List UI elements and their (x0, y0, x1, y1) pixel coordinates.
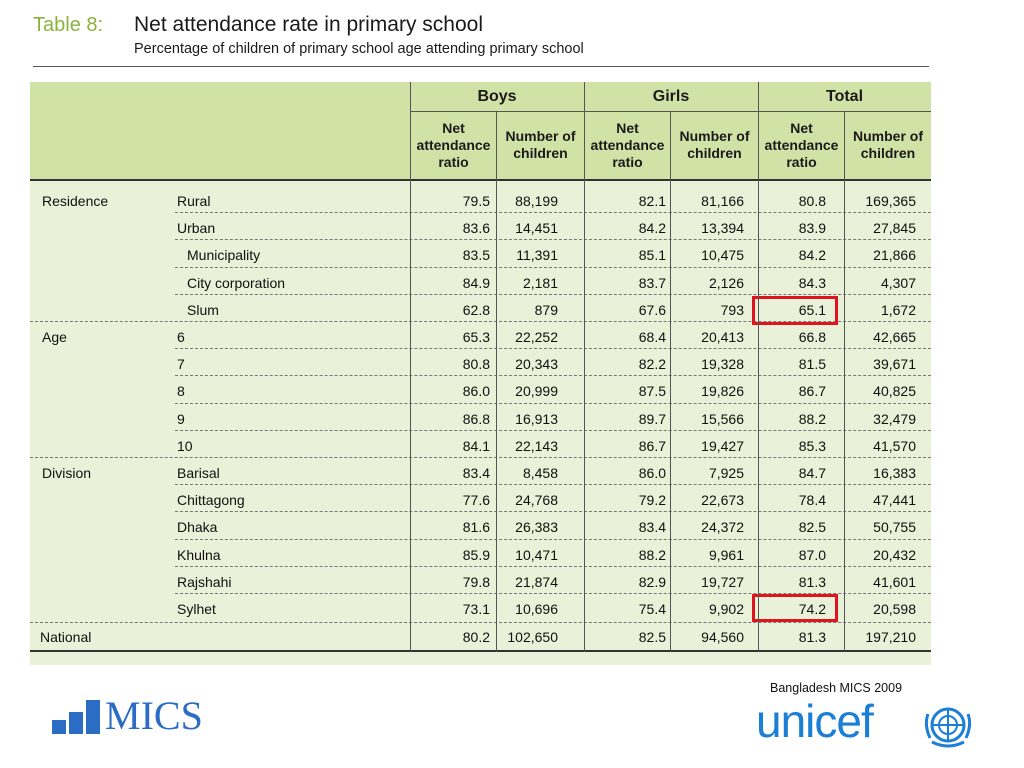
row-value: 1,672 (880, 302, 916, 318)
unicef-logo-text: unicef (756, 695, 873, 747)
row-value: 19,826 (701, 383, 744, 399)
row-value: 2,181 (522, 275, 558, 291)
national-rule (30, 650, 931, 652)
row-value: 20,598 (873, 601, 916, 617)
row-value: 10,696 (515, 601, 558, 617)
row-label: City corporation (187, 275, 286, 291)
row-label: Rural (177, 193, 211, 209)
group-header-girls: Girls (652, 88, 690, 105)
row-value: 13,394 (701, 220, 744, 236)
table-row (30, 323, 931, 350)
national-top-rule (30, 622, 931, 623)
row-label: Dhaka (177, 519, 218, 535)
row-separator (175, 294, 931, 295)
row-value: 81.6 (462, 519, 490, 535)
row-category: Division (42, 465, 92, 481)
highlight-box-slum-total (752, 296, 838, 325)
column-divider (410, 82, 411, 652)
row-value: 82.1 (638, 193, 666, 209)
row-label: Barisal (177, 465, 220, 481)
national-value: 82.5 (638, 629, 666, 645)
row-label: Urban (177, 220, 216, 236)
unicef-globe-icon (922, 700, 974, 750)
row-value: 20,432 (873, 547, 916, 563)
row-separator (175, 430, 931, 431)
row-value: 81.3 (798, 574, 826, 590)
col-header-girls-number: Number of children (679, 128, 750, 161)
table-row (30, 350, 931, 377)
table-row (30, 187, 931, 214)
row-label: 9 (177, 411, 185, 427)
row-value: 88.2 (798, 411, 826, 427)
table-row (30, 568, 931, 595)
row-label: 8 (177, 383, 185, 399)
row-value: 879 (534, 302, 558, 318)
row-label: Sylhet (177, 601, 216, 617)
mics-bar-icon (52, 720, 66, 734)
column-divider (844, 112, 845, 652)
table-row (30, 513, 931, 540)
row-value: 74.2 (798, 601, 826, 617)
row-value: 39,671 (873, 356, 916, 372)
table-row (30, 377, 931, 404)
row-value: 75.4 (638, 601, 666, 617)
national-value: 197,210 (865, 629, 916, 645)
row-value: 82.5 (798, 519, 826, 535)
row-value: 78.4 (798, 492, 826, 508)
source-note: Bangladesh MICS 2009 (770, 681, 903, 695)
row-value: 20,343 (515, 356, 558, 372)
row-value: 8,458 (522, 465, 558, 481)
row-value: 86.8 (462, 411, 490, 427)
row-value: 41,601 (873, 574, 916, 590)
row-separator (175, 566, 931, 567)
row-value: 26,383 (515, 519, 558, 535)
national-label: National (40, 629, 92, 645)
col-header-girls-ratio: Net attendance ratio (590, 119, 665, 170)
row-separator (30, 457, 931, 458)
column-divider (496, 112, 497, 652)
row-label: 7 (177, 356, 185, 372)
row-value: 83.4 (462, 465, 490, 481)
group-header-boys: Boys (477, 88, 517, 105)
mics-bar-icon (86, 700, 100, 734)
row-value: 10,475 (701, 247, 744, 263)
row-value: 84.7 (798, 465, 826, 481)
row-value: 84.2 (638, 220, 666, 236)
row-separator (175, 239, 931, 240)
row-value: 16,913 (515, 411, 558, 427)
national-row (30, 623, 931, 650)
row-value: 19,427 (701, 438, 744, 454)
col-header-boys-ratio: Net attendance ratio (416, 119, 491, 170)
row-value: 68.4 (638, 329, 666, 345)
table-row (30, 541, 931, 568)
row-value: 50,755 (873, 519, 916, 535)
row-value: 87.0 (798, 547, 826, 563)
row-value: 21,874 (515, 574, 558, 590)
row-value: 20,413 (701, 329, 744, 345)
row-value: 73.1 (462, 601, 490, 617)
row-label: Khulna (177, 547, 221, 563)
row-value: 2,126 (708, 275, 744, 291)
row-value: 19,328 (701, 356, 744, 372)
row-value: 88,199 (515, 193, 558, 209)
row-value: 19,727 (701, 574, 744, 590)
national-value: 80.2 (462, 629, 490, 645)
table-row (30, 432, 931, 459)
row-value: 86.0 (462, 383, 490, 399)
national-value: 81.3 (798, 629, 826, 645)
row-value: 85.3 (798, 438, 826, 454)
col-header-total-number: Number of children (853, 128, 923, 161)
row-value: 62.8 (462, 302, 490, 318)
row-value: 80.8 (462, 356, 490, 372)
row-value: 86.0 (638, 465, 666, 481)
row-value: 86.7 (798, 383, 826, 399)
header-bottom-rule (30, 179, 931, 181)
row-value: 793 (720, 302, 744, 318)
row-value: 87.5 (638, 383, 666, 399)
page-title: Net attendance rate in primary school (134, 13, 484, 36)
row-separator (175, 511, 931, 512)
group-header-total: Total (825, 88, 864, 105)
row-value: 84.3 (798, 275, 826, 291)
table-row (30, 214, 931, 241)
table-row (30, 459, 931, 486)
row-value: 42,665 (873, 329, 916, 345)
row-value: 84.9 (462, 275, 490, 291)
table-number-label: Table 8: (33, 14, 104, 36)
row-value: 66.8 (798, 329, 826, 345)
row-value: 83.7 (638, 275, 666, 291)
row-value: 27,845 (873, 220, 916, 236)
row-value: 22,673 (701, 492, 744, 508)
row-value: 83.4 (638, 519, 666, 535)
row-value: 83.6 (462, 220, 490, 236)
row-category: Residence (42, 193, 109, 209)
row-separator (175, 348, 931, 349)
row-value: 41,570 (873, 438, 916, 454)
row-value: 24,768 (515, 492, 558, 508)
row-label: Municipality (187, 247, 261, 263)
row-value: 85.9 (462, 547, 490, 563)
row-separator (175, 539, 931, 540)
row-value: 169,365 (865, 193, 916, 209)
row-value: 65.3 (462, 329, 490, 345)
row-value: 21,866 (873, 247, 916, 263)
mics-logo (52, 693, 203, 738)
row-value: 65.1 (798, 302, 826, 318)
table-row (30, 486, 931, 513)
row-value: 22,252 (515, 329, 558, 345)
row-value: 4,307 (880, 275, 916, 291)
row-value: 79.2 (638, 492, 666, 508)
highlight-box-sylhet-total (752, 594, 838, 622)
row-label: 10 (177, 438, 193, 454)
row-value: 81,166 (701, 193, 744, 209)
row-value: 80.8 (798, 193, 826, 209)
row-value: 82.9 (638, 574, 666, 590)
row-separator (175, 267, 931, 268)
row-value: 32,479 (873, 411, 916, 427)
row-separator (175, 375, 931, 376)
row-category: Age (42, 329, 67, 345)
row-value: 11,391 (516, 247, 558, 263)
row-label: 6 (177, 329, 185, 345)
national-value: 102,650 (507, 629, 558, 645)
row-value: 14,451 (515, 220, 558, 236)
row-separator (175, 403, 931, 404)
row-value: 15,566 (701, 411, 744, 427)
row-value: 84.2 (798, 247, 826, 263)
row-value: 47,441 (873, 492, 916, 508)
row-value: 86.7 (638, 438, 666, 454)
row-value: 79.8 (462, 574, 490, 590)
row-value: 40,825 (873, 383, 916, 399)
national-value: 94,560 (701, 629, 744, 645)
row-value: 77.6 (462, 492, 490, 508)
table-row (30, 241, 931, 268)
row-value: 85.1 (638, 247, 666, 263)
row-value: 67.6 (638, 302, 666, 318)
attendance-table (30, 82, 931, 665)
mics-bar-icon (69, 712, 83, 734)
table-row (30, 269, 931, 296)
mics-logo-text: MICS (105, 693, 203, 738)
column-divider (670, 112, 671, 652)
row-value: 82.2 (638, 356, 666, 372)
table-row (30, 405, 931, 432)
row-value: 24,372 (701, 519, 744, 535)
page-subtitle: Percentage of children of primary school age attending primary school (134, 41, 584, 57)
row-value: 9,902 (708, 601, 744, 617)
row-value: 83.5 (462, 247, 490, 263)
row-value: 84.1 (462, 438, 490, 454)
row-label: Rajshahi (177, 574, 232, 590)
row-separator (175, 484, 931, 485)
col-header-total-ratio: Net attendance ratio (764, 119, 839, 170)
header-rule (33, 66, 929, 67)
row-value: 9,961 (708, 547, 744, 563)
row-value: 88.2 (638, 547, 666, 563)
row-value: 22,143 (515, 438, 558, 454)
row-value: 89.7 (638, 411, 666, 427)
col-header-boys-number: Number of children (505, 128, 576, 161)
row-value: 79.5 (462, 193, 490, 209)
row-label: Chittagong (177, 492, 245, 508)
column-divider (758, 82, 759, 652)
row-value: 16,383 (873, 465, 916, 481)
row-value: 83.9 (798, 220, 826, 236)
row-value: 81.5 (798, 356, 826, 372)
column-divider (584, 82, 585, 652)
row-value: 7,925 (708, 465, 744, 481)
row-separator (175, 212, 931, 213)
row-value: 20,999 (515, 383, 558, 399)
row-label: Slum (187, 302, 219, 318)
row-value: 10,471 (515, 547, 558, 563)
